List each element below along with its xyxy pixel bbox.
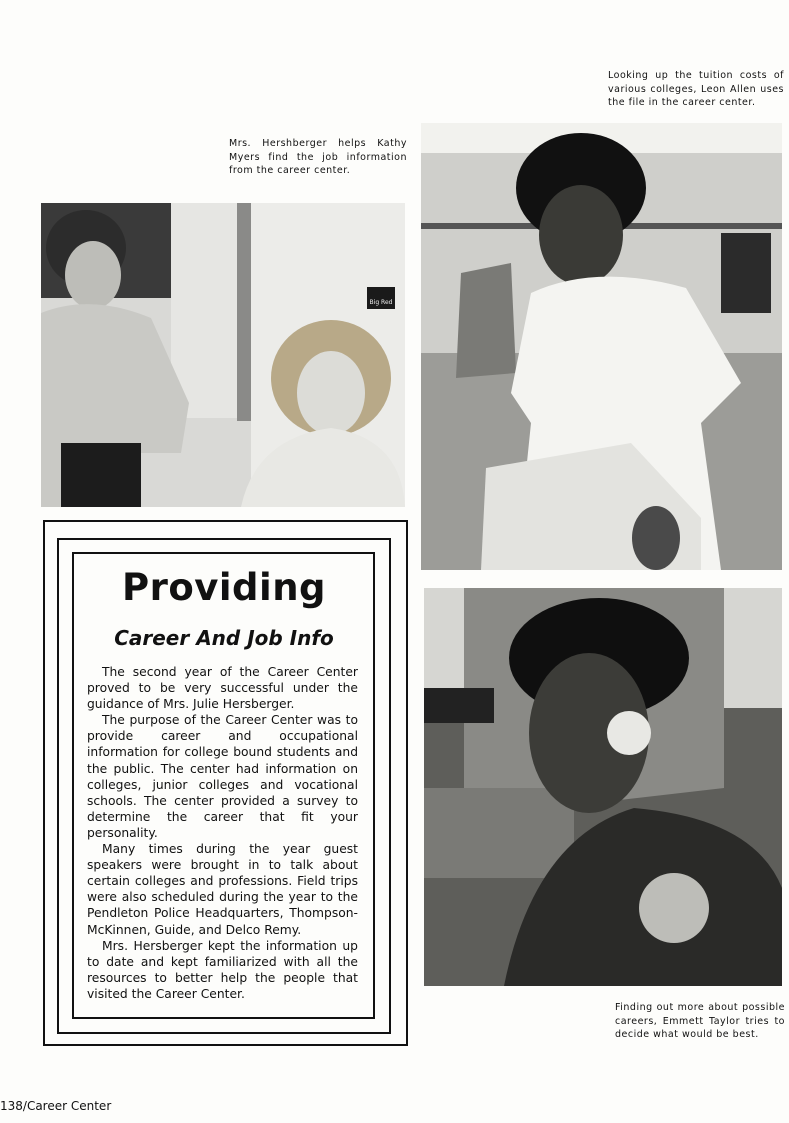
- article-paragraph: The second year of the Career Center proved to be very successful under the guidance of Mrs. Julie Hersberger.: [87, 665, 358, 712]
- caption-leon-allen: Looking up the tuition costs of various colleges, Leon Allen uses the file in the career center.: [608, 70, 784, 108]
- article-paragraph: Mrs. Hersberger kept the information up to date and kept familiarized with all the resources to better help the people that visited the Career Center.: [87, 938, 358, 1001]
- photo-leon-allen: [421, 123, 782, 570]
- photo-emmett-taylor: [424, 588, 782, 986]
- article-paragraph: Many times during the year guest speakers were brought in to talk about certain colleges and professions. Field trips were also scheduled during the year to the Pendleton Police Headquarters, Thompson-McKinnen, Guide, and Delco Remy.: [87, 842, 358, 937]
- article-body: [87, 664, 358, 1002]
- photo-hershberger-myers: [41, 203, 405, 507]
- article-paragraph: The purpose of the Career Center was to provide career and occupational information for college bound students and the public. The center had information on colleges, junior colleges and vocational schools. The center provided a survey to determine the career that fit your personality.: [87, 713, 358, 840]
- page-folio: 138/Career Center: [0, 1099, 112, 1113]
- article-subtitle: Career And Job Info: [114, 626, 334, 650]
- caption-emmett-taylor: Finding out more about possible careers, Emmett Taylor tries to decide what would be best.: [615, 1002, 785, 1040]
- article-title: Providing: [121, 566, 327, 609]
- caption-kathy-myers: Mrs. Hershberger helps Kathy Myers find the job information from the career center.: [229, 138, 407, 176]
- big-red-sign: Big Red: [369, 299, 393, 306]
